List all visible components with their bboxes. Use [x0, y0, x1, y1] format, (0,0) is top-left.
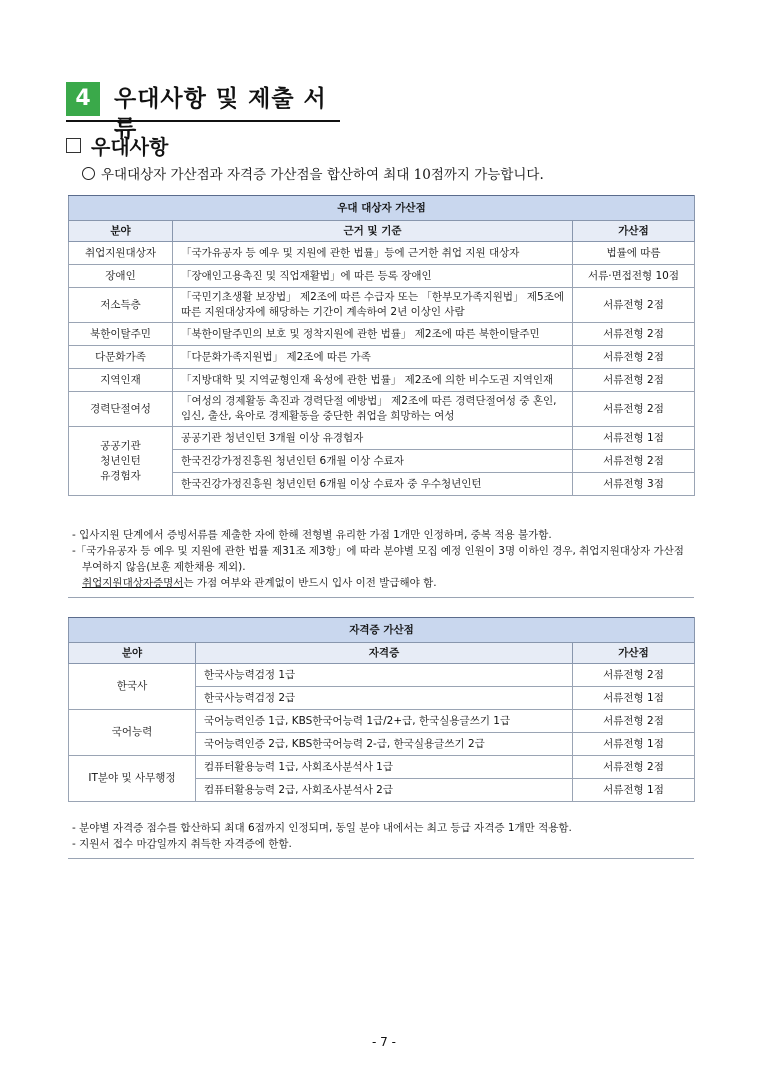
basis-cell: 한국건강가정진흥원 청년인턴 6개월 이상 수료자 중 우수청년인턴: [173, 473, 573, 496]
points-cell: 서류전형 3점: [573, 473, 695, 496]
points-cell: 서류전형 1점: [573, 687, 695, 710]
basis-cell: 「다문화가족지원법」 제2조에 따른 가족: [173, 346, 573, 369]
certificate-table-caption: 자격증 가산점: [69, 618, 695, 643]
points-cell: 서류전형 2점: [573, 369, 695, 392]
field-cell: 국어능력: [69, 710, 196, 756]
column-header: 분야: [69, 643, 196, 664]
field-cell: 공공기관 청년인턴 유경험자: [69, 427, 173, 496]
basis-cell: 한국건강가정진흥원 청년인턴 6개월 이상 수료자: [173, 450, 573, 473]
certificate-notes: [68, 818, 694, 859]
table-row: [69, 369, 695, 392]
field-cell: 지역인재: [69, 369, 173, 392]
field-cell: 경력단절여성: [69, 392, 173, 427]
table-row: [69, 710, 695, 733]
field-cell: 장애인: [69, 265, 173, 288]
table-row: [69, 323, 695, 346]
cert-cell: 한국사능력검정 1급: [196, 664, 573, 687]
cert-cell: 한국사능력검정 2급: [196, 687, 573, 710]
field-cell: 취업지원대상자: [69, 242, 173, 265]
table-row: [69, 664, 695, 687]
points-cell: 서류전형 1점: [573, 779, 695, 802]
table-row: [69, 265, 695, 288]
section-heading: [66, 80, 340, 142]
table-row: [69, 346, 695, 369]
section-title: 우대사항 및 제출 서류: [114, 86, 327, 142]
table-row: [69, 288, 695, 323]
note-item: - 지원서 접수 마감일까지 취득한 자격증에 한함.: [72, 838, 292, 850]
circle-bullet-icon: [82, 167, 95, 180]
lead-text: 우대대상자 가산점과 자격증 가산점을 합산하여 최대 10점까지 가능합니다.: [101, 167, 544, 183]
column-header: 가산점: [573, 643, 695, 664]
column-header: 근거 및 기준: [173, 221, 573, 242]
points-cell: 서류전형 2점: [573, 710, 695, 733]
cert-cell: 컴퓨터활용능력 1급, 사회조사분석사 1급: [196, 756, 573, 779]
field-cell: 다문화가족: [69, 346, 173, 369]
field-cell: 북한이탈주민: [69, 323, 173, 346]
points-cell: 서류전형 2점: [573, 323, 695, 346]
subsection-title: 우대사항: [91, 135, 169, 159]
points-cell: 서류·면접전형 10점: [573, 265, 695, 288]
column-header: 자격증: [196, 643, 573, 664]
certificate-table: [68, 617, 695, 802]
cert-cell: 국어능력인증 2급, KBS한국어능력 2-급, 한국실용글쓰기 2급: [196, 733, 573, 756]
column-header: 가산점: [573, 221, 695, 242]
square-bullet-icon: [66, 138, 81, 153]
table-row: [69, 392, 695, 427]
table-row: [69, 756, 695, 779]
preference-table-caption: 우대 대상자 가산점: [69, 196, 695, 221]
points-cell: 서류전형 2점: [573, 450, 695, 473]
points-cell: 법률에 따름: [573, 242, 695, 265]
basis-cell: 「북한이탈주민의 보호 및 정착지원에 관한 법률」 제2조에 따른 북한이탈주민: [173, 323, 573, 346]
subsection-heading: [66, 134, 168, 160]
cert-cell: 국어능력인증 1급, KBS한국어능력 1급/2+급, 한국실용글쓰기 1급: [196, 710, 573, 733]
basis-cell: 「국가유공자 등 예우 및 지원에 관한 법률」등에 근거한 취업 지원 대상자: [173, 242, 573, 265]
note-item: - 분야별 자격증 점수를 합산하되 최대 6점까지 인정되며, 동일 분야 내에서는 최고 등급 자격증 1개만 적용함.: [72, 822, 572, 834]
basis-cell: 공공기관 청년인턴 3개월 이상 유경험자: [173, 427, 573, 450]
field-cell: 저소득층: [69, 288, 173, 323]
preference-table: [68, 195, 695, 496]
basis-cell: 「장애인고용촉진 및 직업재활법」에 따른 등록 장애인: [173, 265, 573, 288]
points-cell: 서류전형 2점: [573, 756, 695, 779]
note-rest: 는 가점 여부와 관계없이 반드시 입사 이전 발급해야 함.: [183, 577, 437, 589]
lead-paragraph: [82, 166, 544, 184]
points-cell: 서류전형 1점: [573, 427, 695, 450]
field-cell: 한국사: [69, 664, 196, 710]
section-number: 4: [66, 82, 100, 116]
field-cell: IT분야 및 사무행정: [69, 756, 196, 802]
note-item: - 입사지원 단계에서 증빙서류를 제출한 자에 한해 전형별 유리한 가점 1개만 인정하며, 중복 적용 불가함.: [72, 529, 552, 541]
points-cell: 서류전형 1점: [573, 733, 695, 756]
preference-notes: [68, 525, 694, 598]
table-row: [69, 427, 695, 450]
points-cell: 서류전형 2점: [573, 664, 695, 687]
note-item: [68, 575, 694, 591]
basis-cell: 「국민기초생활 보장법」 제2조에 따른 수급자 또는 「한부모가족지원법」 제5조에 따른 지원대상자에 해당하는 기간이 계속하여 2년 이상인 사람: [173, 288, 573, 323]
basis-cell: 「여성의 경제활동 촉진과 경력단절 예방법」 제2조에 따른 경력단절여성 중 혼인, 임신, 출산, 육아로 경제활동을 중단한 취업을 희망하는 여성: [173, 392, 573, 427]
table-row: [69, 242, 695, 265]
basis-cell: 「지방대학 및 지역균형인재 육성에 관한 법률」 제2조에 의한 비수도권 지역인재: [173, 369, 573, 392]
cert-cell: 컴퓨터활용능력 2급, 사회조사분석사 2급: [196, 779, 573, 802]
page-number: - 7 -: [372, 1035, 396, 1049]
column-header: 분야: [69, 221, 173, 242]
points-cell: 서류전형 2점: [573, 346, 695, 369]
note-underlined: 취업지원대상자증명서: [82, 577, 184, 589]
note-item: -「국가유공자 등 예우 및 지원에 관한 법률 제31조 제3항」에 따라 분야별 모집 예정 인원이 3명 이하인 경우, 취업지원대상자 가산점 부여하지 않음(보훈 제한채용 제외).: [72, 545, 684, 573]
points-cell: 서류전형 2점: [573, 288, 695, 323]
points-cell: 서류전형 2점: [573, 392, 695, 427]
